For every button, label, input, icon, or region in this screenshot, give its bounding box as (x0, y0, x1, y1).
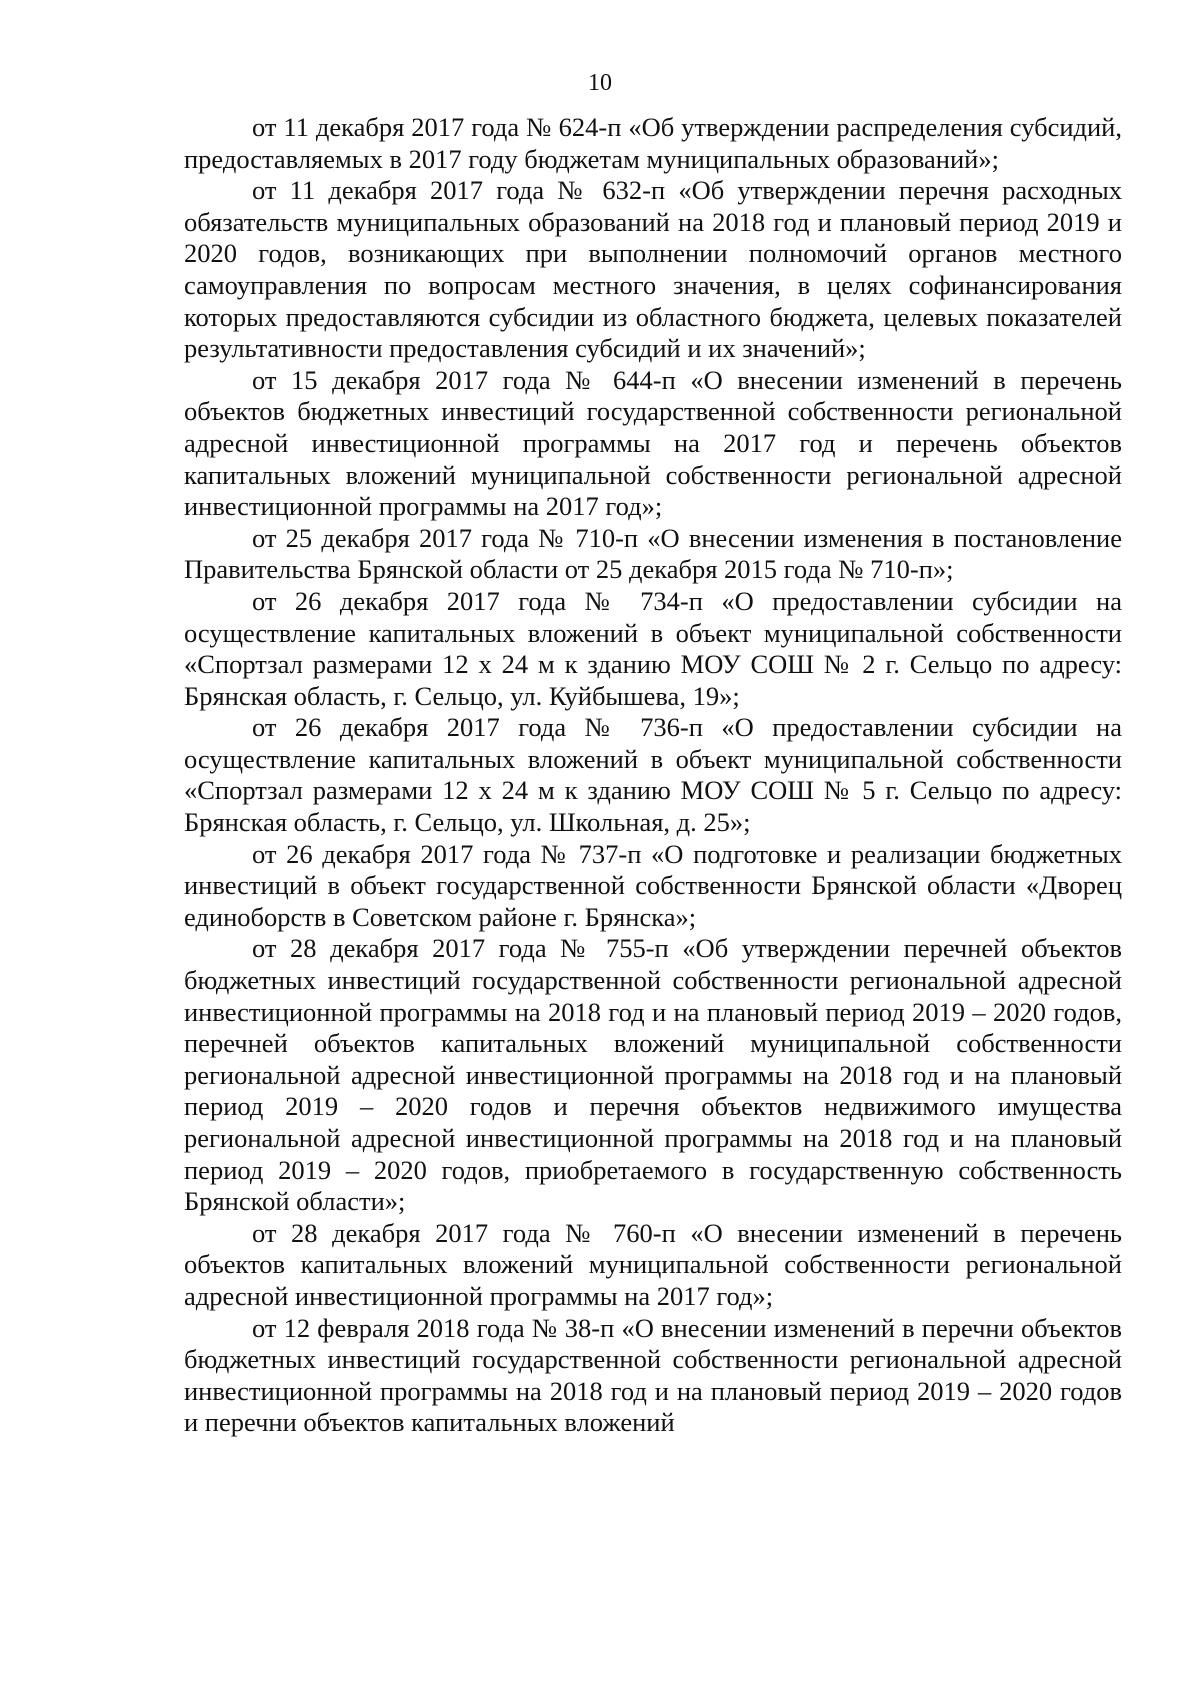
paragraph-resolution-736: от 26 декабря 2017 года № 736-п «О предоставлении субсидии на осуществление капитальных вложений в объект муниципальной собственности «Спортзал размерами 12 х 24 м к зданию МОУ СОШ № 5 г. Сельцо по адресу: Брянская область, г. Сельцо, ул. Школьная, д. 25»; (184, 712, 1122, 838)
paragraph-resolution-760: от 28 декабря 2017 года № 760-п «О внесении изменений в перечень объектов капитальных вложений муниципальной собственности региональной адресной инвестиционной программы на 2017 год»; (184, 1217, 1122, 1311)
page-number: 10 (588, 70, 612, 96)
paragraph-resolution-755: от 28 декабря 2017 года № 755-п «Об утверждении перечней объектов бюджетных инвестиций государственной собственности региональной адресной инвестиционной программы на 2018 год и на плановый период 2019 – 2020 годов, перечней объектов капитальных вложений муниципальной собственности региональной адресной инвестиционной программы на 2018 год и на плановый период 2019 – 2020 годов и перечня объектов недвижимого имущества региональной адресной инвестиционной программы на 2018 год и на плановый период 2019 – 2020 годов, приобретаемого в государственную собственность Брянской области»; (184, 933, 1122, 1217)
document-body (184, 112, 1122, 1439)
paragraph-resolution-710: от 25 декабря 2017 года № 710-п «О внесении изменения в постановление Правительства Брянской области от 25 декабря 2015 года № 710-п»; (184, 522, 1122, 585)
paragraph-resolution-734: от 26 декабря 2017 года № 734-п «О предоставлении субсидии на осуществление капитальных вложений в объект муниципальной собственности «Спортзал размерами 12 х 24 м к зданию МОУ СОШ № 2 г. Сельцо по адресу: Брянская область, г. Сельцо, ул. Куйбышева, 19»; (184, 585, 1122, 711)
paragraph-resolution-737: от 26 декабря 2017 года № 737-п «О подготовке и реализации бюджетных инвестиций в объект государственной собственности Брянской области «Дворец единоборств в Советском районе г. Брянска»; (184, 838, 1122, 932)
paragraph-resolution-632: от 11 декабря 2017 года № 632-п «Об утверждении перечня расходных обязательств муниципальных образований на 2018 год и плановый период 2019 и 2020 годов, возникающих при выполнении полномочий органов местного самоуправления по вопросам местного значения, в целях софинансирования которых предоставляются субсидии из областного бюджета, целевых показателей результативности предоставления субсидий и их значений»; (184, 175, 1122, 364)
paragraph-resolution-624: от 11 декабря 2017 года № 624-п «Об утверждении распределения субсидий, предоставляемых в 2017 году бюджетам муниципальных образований»; (184, 112, 1122, 174)
paragraph-resolution-38: от 12 февраля 2018 года № 38-п «О внесении изменений в перечни объектов бюджетных инвестиций государственной собственности региональной адресной инвестиционной программы на 2018 год и на плановый период 2019 – 2020 годов и перечни объектов капитальных вложений (184, 1312, 1122, 1438)
paragraph-resolution-644: от 15 декабря 2017 года № 644-п «О внесении изменений в перечень объектов бюджетных инвестиций государственной собственности региональной адресной инвестиционной программы на 2017 год и перечень объектов капитальных вложений муниципальной собственности региональной адресной инвестиционной программы на 2017 год»; (184, 364, 1122, 522)
